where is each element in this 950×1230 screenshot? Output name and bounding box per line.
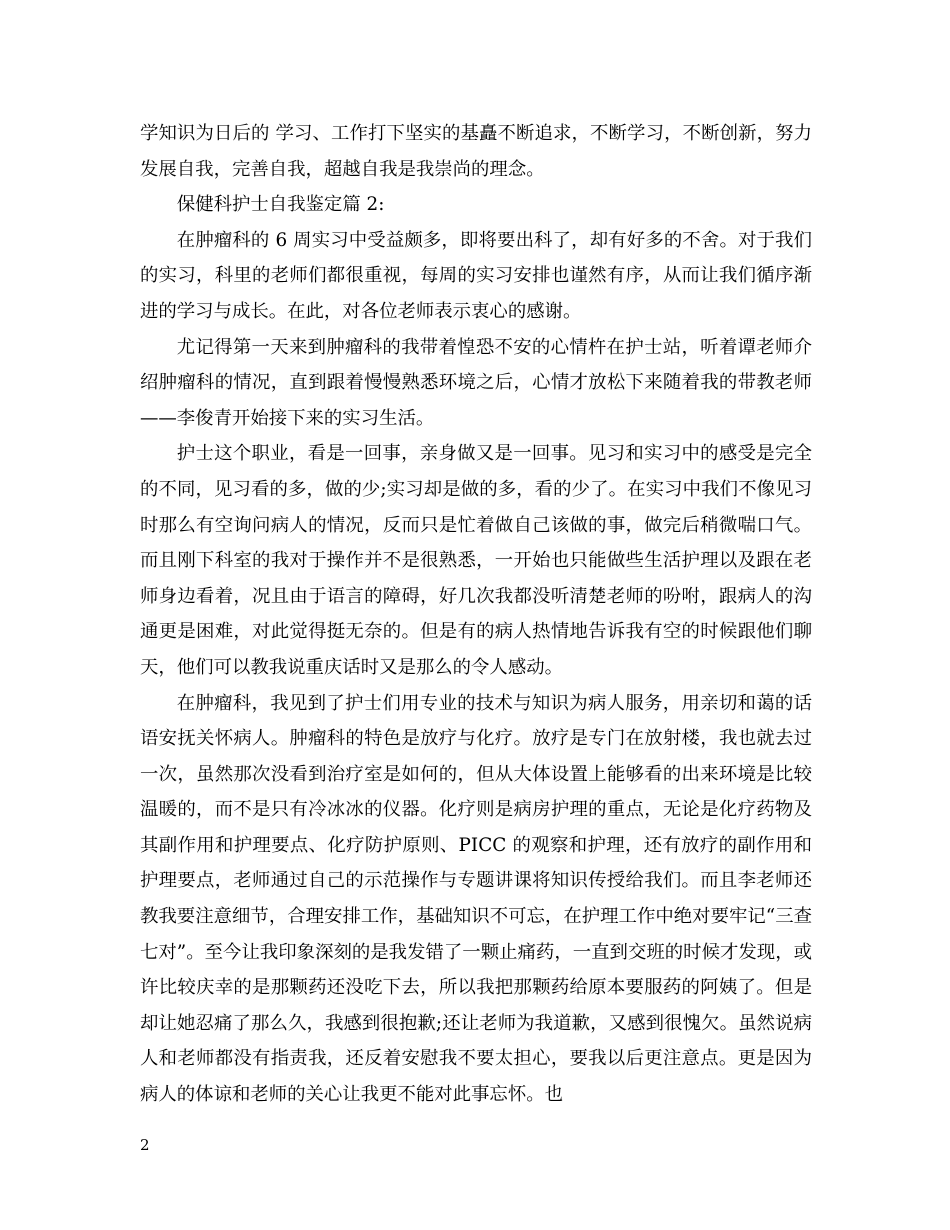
document-body — [140, 116, 812, 1113]
section-heading: 保健科护士自我鉴定篇 2: — [176, 194, 385, 216]
paragraph: 护士这个职业，看是一回事，亲身做又是一回事。见习和实习中的感受是完全的不同，见习看的多，做的少;实习却是做的多，看的少了。在实习中我们不像见习时那么有空询问病人的情况，反而只是忙着做自己该做的事，做完后稍微喘口气。而且刚下科室的我对于操作并不是很熟悉，一开始也只能做些生活护理以及跟在老师身边看着，况且由于语言的障碍，好几次我都没听清楚老师的吩咐，跟病人的沟通更是困难，对此觉得挺无奈的。但是有的病人热情地告诉我有空的时候跟他们聊天，他们可以教我说重庆话时又是那么的令人感动。 — [140, 443, 812, 678]
page-number: 2 — [140, 1136, 150, 1154]
paragraph: 尤记得第一天来到肿瘤科的我带着惶恐不安的心情杵在护士站，听着谭老师介绍肿瘤科的情况，直到跟着慢慢熟悉环境之后，心情才放松下来随着我的带教老师——李俊青开始接下来的实习生活。 — [140, 336, 812, 429]
paragraph: 在肿瘤科的 6 周实习中受益颇多，即将要出科了，却有好多的不舍。对于我们的实习，科里的老师们都很重视，每周的实习安排也谨然有序，从而让我们循序渐进的学习与成长。在此，对各位老师表示衷心的感谢。 — [140, 229, 812, 322]
paragraph: 在肿瘤科，我见到了护士们用专业的技术与知识为病人服务，用亲切和蔼的话语安抚关怀病人。肿瘤科的特色是放疗与化疗。放疗是专门在放射楼，我也就去过一次，虽然那次没看到治疗室是如何的，但从大体设置上能够看的出来环境是比较温暖的，而不是只有冷冰冰的仪器。化疗则是病房护理的重点，无论是化疗药物及其副作用和护理要点、化疗防护原则、PICC 的观察和护理，还有放疗的副作用和护理要点，老师通过自己的示范操作与专题讲课将知识传授给我们。而且李老师还教我要注意细节，合理安排工作，基础知识不可忘，在护理工作中绝对要牢记“三查七对”。至今让我印象深刻的是我发错了一颗止痛药，一直到交班的时候才发现，或许比较庆幸的是那颗药还没吃下去，所以我把那颗药给原本要服药的阿姨了。但是却让她忍痛了那么久，我感到很抱歉;还让老师为我道歉，又感到很愧欠。虽然说病人和老师都没有指责我，还反着安慰我不要太担心，要我以后更注意点。更是因为病人的体谅和老师的关心让我更不能对此事忘怀。也 — [140, 692, 812, 1106]
paragraph: 学知识为日后的 学习、工作打下坚实的基矗不断追求，不断学习，不断创新，努力发展自我，完善自我，超越自我是我崇尚的理念。 — [140, 123, 812, 180]
